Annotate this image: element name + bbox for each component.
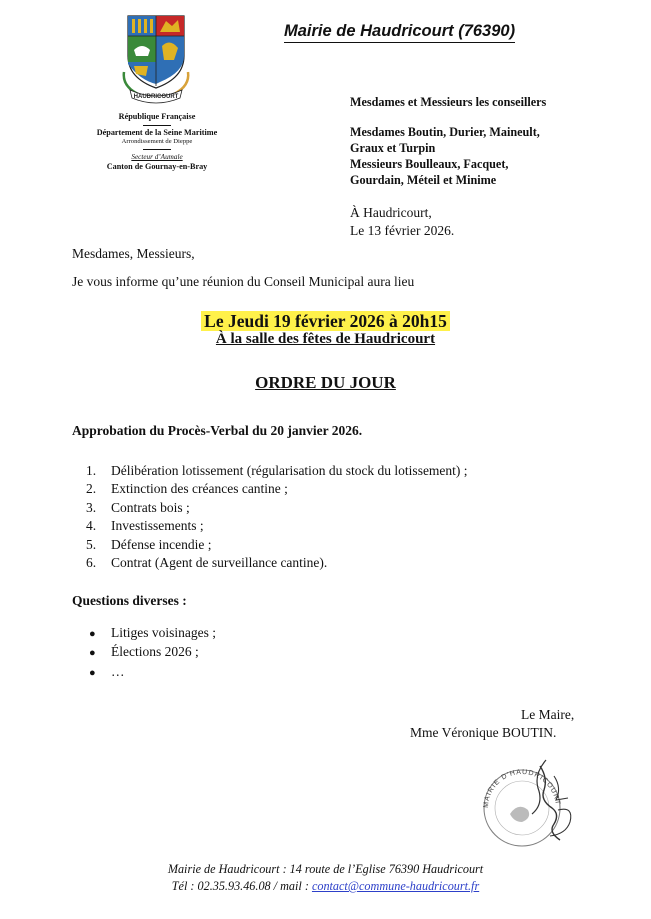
inform-sentence: Je vous informe qu’une réunion du Conseil Municipal aura lieu	[72, 274, 415, 289]
agenda-item-number: 1.	[86, 463, 97, 478]
admin-divider	[143, 125, 171, 126]
bullet-icon: ●	[89, 666, 96, 679]
agenda-item-text: Extinction des créances cantine ;	[111, 481, 288, 497]
canton-label: Canton de Gournay-en-Bray	[106, 162, 208, 171]
agenda-item	[86, 499, 468, 517]
agenda-item-number: 5.	[86, 536, 97, 552]
recipients-line: Mesdames Boutin, Durier, Maineult,	[350, 125, 540, 139]
footer-contact	[0, 879, 651, 894]
agenda-item	[86, 554, 468, 572]
agenda-item-text: Contrats bois ;	[111, 499, 190, 515]
approval-line: Approbation du Procès-Verbal du 20 janvier 2026.	[72, 423, 363, 438]
mairie-stamp-icon	[470, 748, 582, 854]
list-item-text: …	[111, 663, 125, 679]
agenda-item	[86, 517, 468, 535]
agenda-item-text: Délibération lotissement (régularisation du stock du lotissement) ;	[111, 463, 468, 478]
agenda-item	[86, 480, 468, 498]
recipients-heading: Mesdames et Messieurs les conseillers	[350, 95, 547, 109]
agenda-list	[86, 462, 468, 572]
agenda-item-number: 6.	[86, 555, 97, 571]
recipients-line: Graux et Turpin	[350, 141, 436, 155]
mairie-title: Mairie de Haudricourt (76390)	[284, 22, 515, 43]
agenda-item	[86, 536, 468, 554]
list-item	[89, 624, 216, 643]
recipients-line: Gourdain, Méteil et Minime	[350, 173, 497, 187]
footer-address: Mairie de Haudricourt : 14 route de l’Eglise 76390 Haudricourt	[167, 862, 484, 876]
letter-date: Le 13 février 2026.	[350, 223, 455, 238]
agenda-item-number: 2.	[86, 481, 97, 497]
list-item	[89, 663, 216, 682]
list-item-text: Litiges voisinages ;	[111, 625, 216, 640]
agenda-item-number: 3.	[86, 499, 97, 515]
crest-banner-text: HAUDRICOURT	[133, 94, 179, 100]
questions-title: Questions diverses :	[72, 593, 187, 608]
list-item	[89, 643, 216, 662]
bullet-icon: ●	[89, 628, 96, 640]
administrative-block	[86, 112, 228, 172]
meeting-place: À la salle des fêtes de Haudricourt	[215, 331, 436, 347]
departement-label: Département de la Seine Maritime	[96, 128, 218, 137]
footer-tel: Tél : 02.35.93.46.08 / mail :	[171, 879, 312, 893]
arrondissement-label: Arrondissement de Dieppe	[121, 138, 193, 145]
admin-divider-2	[143, 149, 171, 150]
agenda-item-text: Défense incendie ;	[111, 536, 212, 552]
meeting-place-line	[0, 331, 651, 348]
agenda-item-number: 4.	[86, 518, 97, 534]
date-block	[350, 204, 454, 240]
republic-label: République Française	[118, 112, 196, 121]
recipients-line: Messieurs Boulleaux, Facquet,	[350, 157, 509, 171]
agenda-item-text: Investissements ;	[111, 518, 204, 534]
meeting-date-line	[0, 311, 651, 332]
recipients-block	[350, 124, 540, 188]
signature-label: Le Maire,	[521, 707, 575, 722]
salutation: Mesdames, Messieurs,	[72, 246, 195, 261]
footer-email-link[interactable]: contact@commune-haudricourt.fr	[311, 879, 480, 893]
agenda-item	[86, 462, 468, 480]
mayor-name: Mme Véronique BOUTIN.	[410, 725, 557, 740]
date-place: À Haudricourt,	[350, 205, 432, 220]
meeting-date: Le Jeudi 19 février 2026 à 20h15	[201, 311, 450, 331]
agenda-title-line	[0, 373, 651, 393]
list-item-text: Élections 2026 ;	[111, 644, 199, 660]
agenda-title: ORDRE DU JOUR	[255, 373, 396, 392]
municipal-crest-icon	[118, 12, 194, 104]
stamp-text: MAIRIE D'HAUDRICOURT	[482, 768, 561, 809]
bullet-icon: ●	[89, 647, 96, 660]
agenda-item-text: Contrat (Agent de surveillance cantine).	[111, 555, 328, 571]
secteur-label: Secteur d’Aumale	[131, 153, 183, 161]
questions-list	[89, 624, 216, 682]
